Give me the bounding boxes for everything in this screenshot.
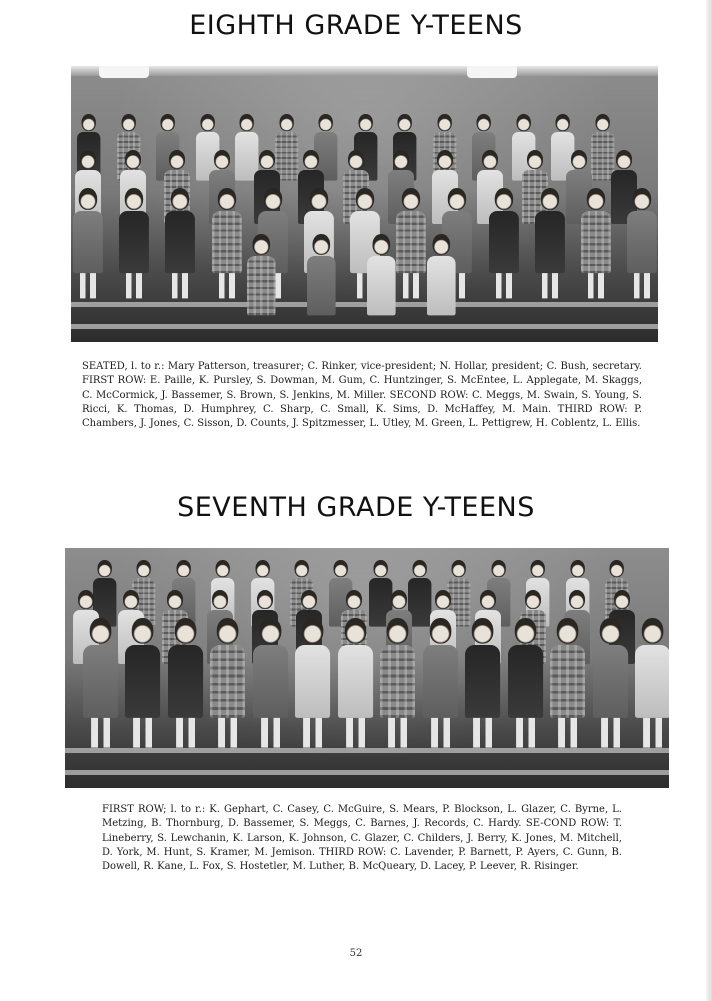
student-head bbox=[557, 618, 579, 644]
student-legs bbox=[261, 718, 280, 748]
student-head bbox=[260, 618, 282, 644]
student-legs bbox=[172, 273, 188, 298]
student-head bbox=[437, 150, 453, 169]
student-figure bbox=[423, 618, 458, 748]
student-head bbox=[616, 150, 632, 169]
student-head bbox=[313, 234, 331, 255]
seventh-grade-group-photo bbox=[65, 548, 669, 788]
student-head bbox=[492, 560, 506, 577]
student-head bbox=[212, 590, 228, 609]
student-figure bbox=[367, 234, 396, 315]
student-head bbox=[240, 114, 254, 131]
student-head bbox=[90, 618, 112, 644]
student-head bbox=[531, 560, 545, 577]
student-head bbox=[356, 188, 374, 210]
student-head bbox=[218, 188, 236, 210]
student-body bbox=[380, 645, 415, 718]
student-body bbox=[367, 256, 396, 315]
student-head bbox=[452, 560, 466, 577]
student-figure bbox=[165, 188, 195, 298]
student-head bbox=[257, 590, 273, 609]
student-head bbox=[596, 114, 610, 131]
student-head bbox=[345, 618, 367, 644]
student-head bbox=[125, 150, 141, 169]
student-head bbox=[348, 150, 364, 169]
student-head bbox=[571, 150, 587, 169]
student-head bbox=[253, 234, 271, 255]
student-head bbox=[642, 618, 664, 644]
student-figure bbox=[489, 188, 519, 298]
student-head bbox=[79, 188, 97, 210]
student-figure bbox=[247, 234, 276, 315]
student-legs bbox=[388, 718, 407, 748]
student-body bbox=[338, 645, 373, 718]
student-head bbox=[541, 188, 559, 210]
student-body bbox=[83, 645, 118, 718]
student-head bbox=[295, 560, 309, 577]
student-head bbox=[480, 590, 496, 609]
student-head bbox=[477, 114, 491, 131]
student-head bbox=[472, 618, 494, 644]
student-figure bbox=[427, 234, 456, 315]
student-figure bbox=[508, 618, 543, 748]
student-legs bbox=[601, 718, 620, 748]
student-figure bbox=[210, 618, 245, 748]
student-head bbox=[515, 618, 537, 644]
student-head bbox=[527, 150, 543, 169]
student-body bbox=[125, 645, 160, 718]
student-figure bbox=[119, 188, 149, 298]
student-figure bbox=[338, 618, 373, 748]
student-legs bbox=[219, 273, 235, 298]
student-body bbox=[295, 645, 330, 718]
student-legs bbox=[91, 718, 110, 748]
student-figure bbox=[550, 618, 585, 748]
student-body bbox=[212, 211, 242, 273]
student-body bbox=[119, 211, 149, 273]
student-head bbox=[319, 114, 333, 131]
student-body bbox=[465, 645, 500, 718]
student-head bbox=[633, 188, 651, 210]
student-head bbox=[302, 618, 324, 644]
riser-step bbox=[65, 748, 669, 753]
student-head bbox=[301, 590, 317, 609]
student-body bbox=[247, 256, 276, 315]
riser-step bbox=[65, 770, 669, 775]
student-body bbox=[627, 211, 657, 273]
student-head bbox=[391, 590, 407, 609]
student-head bbox=[125, 188, 143, 210]
student-head bbox=[264, 188, 282, 210]
student-body bbox=[396, 211, 426, 273]
student-legs bbox=[303, 718, 322, 748]
student-figure bbox=[465, 618, 500, 748]
ceiling-lamp bbox=[99, 66, 149, 78]
student-figure bbox=[168, 618, 203, 748]
student-head bbox=[303, 150, 319, 169]
student-head bbox=[448, 188, 466, 210]
student-head bbox=[438, 114, 452, 131]
student-figure bbox=[593, 618, 628, 748]
eighth-grade-heading: EIGHTH GRADE Y-TEENS bbox=[189, 10, 523, 41]
student-legs bbox=[496, 273, 512, 298]
eighth-grade-group-photo bbox=[71, 66, 658, 342]
student-head bbox=[217, 618, 239, 644]
student-head bbox=[373, 234, 391, 255]
student-figure bbox=[627, 188, 657, 298]
student-head bbox=[280, 114, 294, 131]
student-head bbox=[587, 188, 605, 210]
student-figure bbox=[295, 618, 330, 748]
student-legs bbox=[126, 273, 142, 298]
student-body bbox=[593, 645, 628, 718]
student-figure bbox=[125, 618, 160, 748]
student-head bbox=[137, 560, 151, 577]
seventh-grade-caption: FIRST ROW; l. to r.: K. Gephart, C. Casey, C. McGuire, S. Mears, P. Blockson, L. Glazer, C. Byrne, L. Metzing, B. Thornburg, D. Bassemer, S. Meggs, C. Barnes, J. Records, C. Hardy. SE-COND ROW: T. Lineberry, S. Lewchanin, K. Larson, K. Johnson, C. Glazer, C. Childers, J. Berry, K. Jones, M. Mitchell, D. York, M. Hunt, S. Kramer, M. Jemison. THIRD ROW: C. Lavender, P. Barnett, P. Ayers, C. Gunn, B. Dowell, R. Kane, L. Fox, S. Hostetler, M. Luther, B. McQueary, D. Lacey, P. Leever, R. Risinger. bbox=[102, 804, 622, 873]
student-legs bbox=[588, 273, 604, 298]
student-head bbox=[600, 618, 622, 644]
ceiling bbox=[71, 66, 658, 76]
student-head bbox=[413, 560, 427, 577]
student-head bbox=[387, 618, 409, 644]
student-head bbox=[525, 590, 541, 609]
student-head bbox=[346, 590, 362, 609]
student-head bbox=[614, 590, 630, 609]
student-figure bbox=[380, 618, 415, 748]
student-head bbox=[214, 150, 230, 169]
student-legs bbox=[80, 273, 96, 298]
riser-step bbox=[71, 324, 658, 329]
student-body bbox=[307, 256, 336, 315]
student-body bbox=[550, 645, 585, 718]
student-head bbox=[122, 114, 136, 131]
ceiling-lamp bbox=[467, 66, 517, 78]
student-head bbox=[374, 560, 388, 577]
student-figure bbox=[253, 618, 288, 748]
student-head bbox=[435, 590, 451, 609]
seventh-grade-heading: SEVENTH GRADE Y-TEENS bbox=[177, 492, 535, 523]
student-head bbox=[482, 150, 498, 169]
eighth-grade-caption: SEATED, l. to r.: Mary Patterson, treasurer; C. Rinker, vice-president; N. Hollar, president; C. Bush, secretary. FIRST ROW: E. Paille, K. Pursley, S. Dowman, M. Gum, C. Huntzinger, S. McEntee, L. Applegate, M. Skaggs, C. McCormick, J. Bassemer, S. Brown, S. Jenkins, M. Miller. SECOND ROW: C. Meggs, M. Swain, S. Young, S. Ricci, K. Thomas, D. Humphrey, C. Sharp, C. Small, K. Sims, D. McHaffey, M. Main. THIRD ROW: P. Chambers, J. Jones, C. Sisson, D. Counts, J. Spitzmesser, L. Utley, M. Green, L. Pettigrew, H. Coblentz, L. Ellis. bbox=[82, 361, 642, 430]
student-body bbox=[168, 645, 203, 718]
student-head bbox=[359, 114, 373, 131]
student-figure bbox=[635, 618, 669, 748]
student-figure bbox=[83, 618, 118, 748]
student-head bbox=[430, 618, 452, 644]
student-legs bbox=[516, 718, 535, 748]
student-head bbox=[398, 114, 412, 131]
student-legs bbox=[218, 718, 237, 748]
student-head bbox=[495, 188, 513, 210]
student-head bbox=[569, 590, 585, 609]
student-head bbox=[171, 188, 189, 210]
student-body bbox=[427, 256, 456, 315]
student-body bbox=[489, 211, 519, 273]
student-head bbox=[256, 560, 270, 577]
student-head bbox=[177, 560, 191, 577]
student-legs bbox=[403, 273, 419, 298]
student-figure bbox=[212, 188, 242, 298]
student-head bbox=[216, 560, 230, 577]
riser-step bbox=[71, 302, 658, 307]
student-head bbox=[161, 114, 175, 131]
student-body bbox=[535, 211, 565, 273]
student-head bbox=[433, 234, 451, 255]
student-legs bbox=[643, 718, 662, 748]
student-head bbox=[556, 114, 570, 131]
student-head bbox=[571, 560, 585, 577]
student-head bbox=[82, 114, 96, 131]
student-body bbox=[253, 645, 288, 718]
student-head bbox=[334, 560, 348, 577]
student-head bbox=[610, 560, 624, 577]
page-number: 52 bbox=[349, 948, 363, 959]
student-legs bbox=[346, 718, 365, 748]
student-head bbox=[132, 618, 154, 644]
student-body bbox=[165, 211, 195, 273]
student-legs bbox=[133, 718, 152, 748]
student-legs bbox=[431, 718, 450, 748]
student-body bbox=[423, 645, 458, 718]
student-body bbox=[210, 645, 245, 718]
student-figure bbox=[581, 188, 611, 298]
student-body bbox=[635, 645, 669, 718]
student-legs bbox=[473, 718, 492, 748]
student-head bbox=[393, 150, 409, 169]
student-head bbox=[169, 150, 185, 169]
student-body bbox=[508, 645, 543, 718]
student-figure bbox=[307, 234, 336, 315]
student-head bbox=[175, 618, 197, 644]
student-head bbox=[167, 590, 183, 609]
student-figure bbox=[73, 188, 103, 298]
student-head bbox=[98, 560, 112, 577]
student-head bbox=[78, 590, 94, 609]
student-head bbox=[310, 188, 328, 210]
student-head bbox=[259, 150, 275, 169]
student-head bbox=[517, 114, 531, 131]
student-body bbox=[581, 211, 611, 273]
student-figure bbox=[396, 188, 426, 298]
student-head bbox=[80, 150, 96, 169]
student-body bbox=[73, 211, 103, 273]
student-figure bbox=[535, 188, 565, 298]
student-legs bbox=[542, 273, 558, 298]
student-head bbox=[201, 114, 215, 131]
student-head bbox=[123, 590, 139, 609]
student-legs bbox=[176, 718, 195, 748]
student-legs bbox=[558, 718, 577, 748]
student-head bbox=[402, 188, 420, 210]
student-legs bbox=[634, 273, 650, 298]
